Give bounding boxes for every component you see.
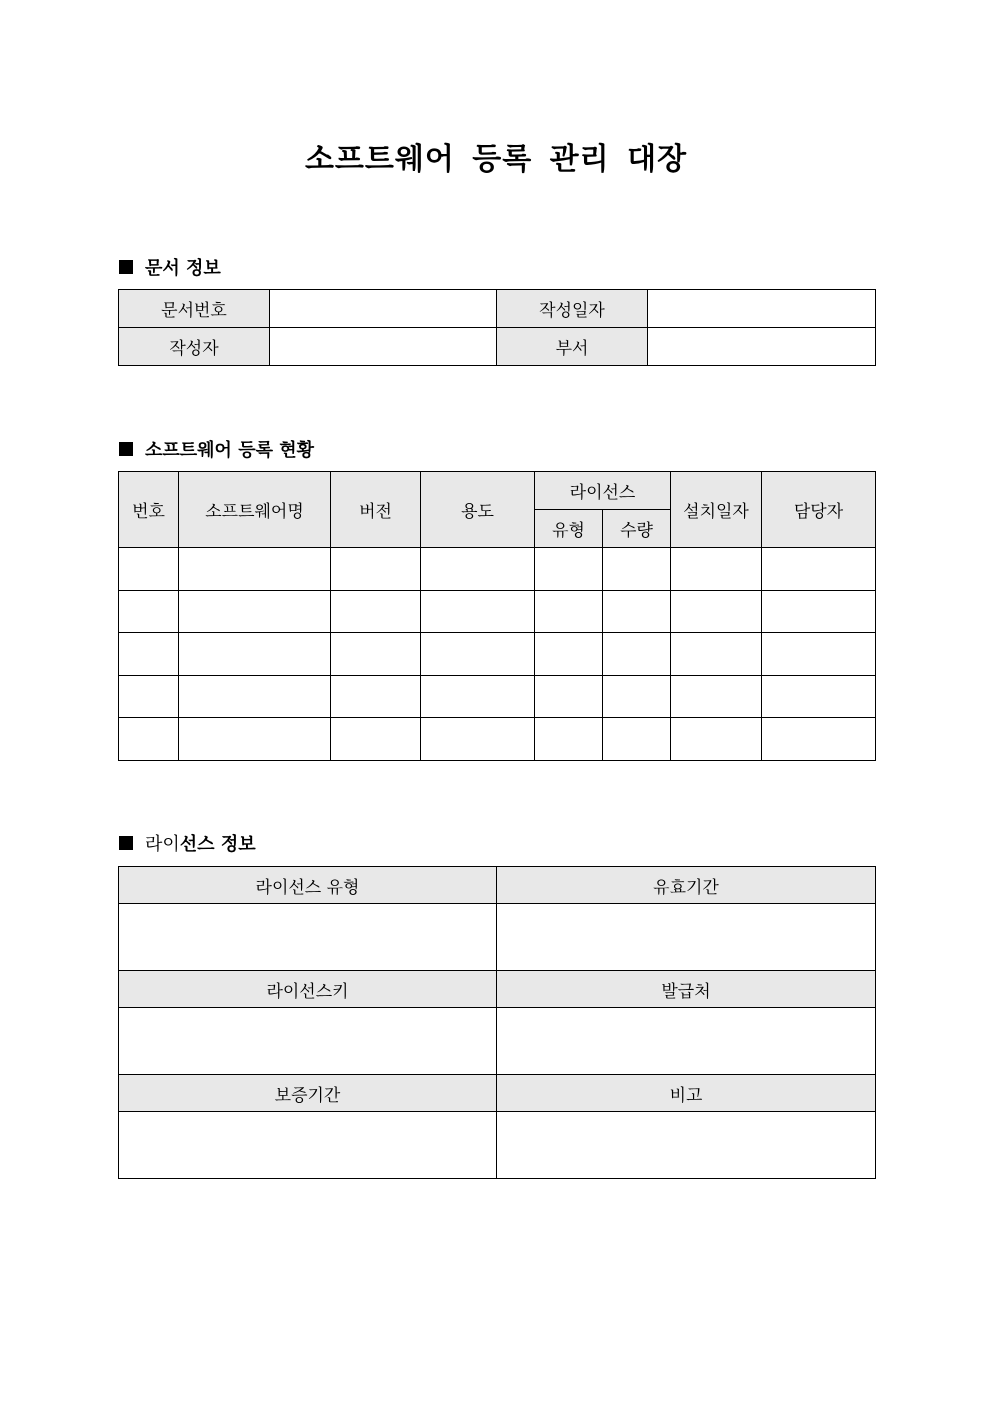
table-row bbox=[119, 633, 876, 676]
registration-heading-text: 소프트웨어 등록 현황 bbox=[145, 440, 315, 461]
license-type-field[interactable] bbox=[119, 904, 497, 971]
date-written-field[interactable] bbox=[648, 290, 876, 328]
table-cell[interactable] bbox=[179, 718, 331, 761]
license-key-field[interactable] bbox=[119, 1008, 497, 1075]
square-bullet-icon bbox=[119, 442, 133, 456]
table-cell[interactable] bbox=[421, 590, 535, 633]
table-cell[interactable] bbox=[671, 590, 762, 633]
square-bullet-icon bbox=[119, 836, 133, 850]
table-cell[interactable] bbox=[331, 548, 421, 591]
doc-info-row bbox=[119, 290, 876, 328]
table-row bbox=[119, 675, 876, 718]
table-cell[interactable] bbox=[671, 718, 762, 761]
col-header-no: 번호 bbox=[119, 472, 179, 548]
table-cell[interactable] bbox=[535, 590, 603, 633]
issuer-field[interactable] bbox=[497, 1008, 876, 1075]
doc-info-row bbox=[119, 328, 876, 366]
table-cell[interactable] bbox=[603, 633, 671, 676]
license-header-row bbox=[119, 971, 876, 1008]
author-label: 작성자 bbox=[119, 328, 270, 366]
col-header-license-type: 유형 bbox=[535, 510, 603, 548]
table-cell[interactable] bbox=[421, 548, 535, 591]
table-cell[interactable] bbox=[603, 590, 671, 633]
table-cell[interactable] bbox=[762, 548, 876, 591]
table-cell[interactable] bbox=[179, 675, 331, 718]
col-header-license-qty: 수량 bbox=[603, 510, 671, 548]
license-info-heading bbox=[119, 830, 256, 856]
table-row bbox=[119, 590, 876, 633]
doc-info-heading bbox=[119, 254, 221, 280]
department-label: 부서 bbox=[497, 328, 648, 366]
validity-field[interactable] bbox=[497, 904, 876, 971]
table-cell[interactable] bbox=[762, 718, 876, 761]
table-cell[interactable] bbox=[179, 633, 331, 676]
license-info-heading-light: 라이 bbox=[145, 834, 180, 855]
col-header-version: 버전 bbox=[331, 472, 421, 548]
validity-label: 유효기간 bbox=[497, 867, 876, 904]
doc-number-field[interactable] bbox=[270, 290, 497, 328]
table-cell[interactable] bbox=[421, 718, 535, 761]
license-value-row bbox=[119, 1112, 876, 1179]
warranty-label: 보증기간 bbox=[119, 1075, 497, 1112]
table-cell[interactable] bbox=[762, 590, 876, 633]
license-header-row bbox=[119, 1075, 876, 1112]
table-cell[interactable] bbox=[603, 548, 671, 591]
registration-heading bbox=[119, 436, 314, 462]
license-info-heading-bold: 선스 정보 bbox=[179, 834, 256, 855]
license-value-row bbox=[119, 904, 876, 971]
department-field[interactable] bbox=[648, 328, 876, 366]
issuer-label: 발급처 bbox=[497, 971, 876, 1008]
table-cell[interactable] bbox=[331, 633, 421, 676]
square-bullet-icon bbox=[119, 260, 133, 274]
col-header-license: 라이선스 bbox=[535, 472, 671, 510]
table-cell[interactable] bbox=[762, 633, 876, 676]
table-cell[interactable] bbox=[421, 675, 535, 718]
table-row bbox=[119, 548, 876, 591]
table-cell[interactable] bbox=[603, 675, 671, 718]
table-cell[interactable] bbox=[119, 675, 179, 718]
col-header-install-date: 설치일자 bbox=[671, 472, 762, 548]
table-cell[interactable] bbox=[535, 718, 603, 761]
table-row bbox=[119, 718, 876, 761]
remarks-label: 비고 bbox=[497, 1075, 876, 1112]
author-field[interactable] bbox=[270, 328, 497, 366]
license-type-label: 라이선스 유형 bbox=[119, 867, 497, 904]
table-cell[interactable] bbox=[179, 590, 331, 633]
license-value-row bbox=[119, 1008, 876, 1075]
license-key-label: 라이선스키 bbox=[119, 971, 497, 1008]
license-header-row bbox=[119, 867, 876, 904]
table-cell[interactable] bbox=[535, 675, 603, 718]
doc-info-table bbox=[118, 289, 876, 366]
table-cell[interactable] bbox=[119, 633, 179, 676]
table-cell[interactable] bbox=[119, 590, 179, 633]
table-cell[interactable] bbox=[535, 548, 603, 591]
registration-header-row bbox=[119, 472, 876, 510]
warranty-field[interactable] bbox=[119, 1112, 497, 1179]
table-cell[interactable] bbox=[603, 718, 671, 761]
doc-number-label: 문서번호 bbox=[119, 290, 270, 328]
col-header-owner: 담당자 bbox=[762, 472, 876, 548]
table-cell[interactable] bbox=[331, 590, 421, 633]
table-cell[interactable] bbox=[331, 718, 421, 761]
col-header-name: 소프트웨어명 bbox=[179, 472, 331, 548]
license-info-table bbox=[118, 866, 876, 1179]
table-cell[interactable] bbox=[671, 548, 762, 591]
page-title: 소프트웨어 등록 관리 대장 bbox=[304, 142, 688, 177]
table-cell[interactable] bbox=[535, 633, 603, 676]
table-cell[interactable] bbox=[179, 548, 331, 591]
table-cell[interactable] bbox=[671, 675, 762, 718]
table-cell[interactable] bbox=[421, 633, 535, 676]
table-cell[interactable] bbox=[119, 548, 179, 591]
doc-info-heading-text: 문서 정보 bbox=[145, 258, 221, 279]
date-written-label: 작성일자 bbox=[497, 290, 648, 328]
col-header-purpose: 용도 bbox=[421, 472, 535, 548]
table-cell[interactable] bbox=[671, 633, 762, 676]
table-cell[interactable] bbox=[331, 675, 421, 718]
registration-table bbox=[118, 471, 876, 761]
table-cell[interactable] bbox=[119, 718, 179, 761]
remarks-field[interactable] bbox=[497, 1112, 876, 1179]
table-cell[interactable] bbox=[762, 675, 876, 718]
